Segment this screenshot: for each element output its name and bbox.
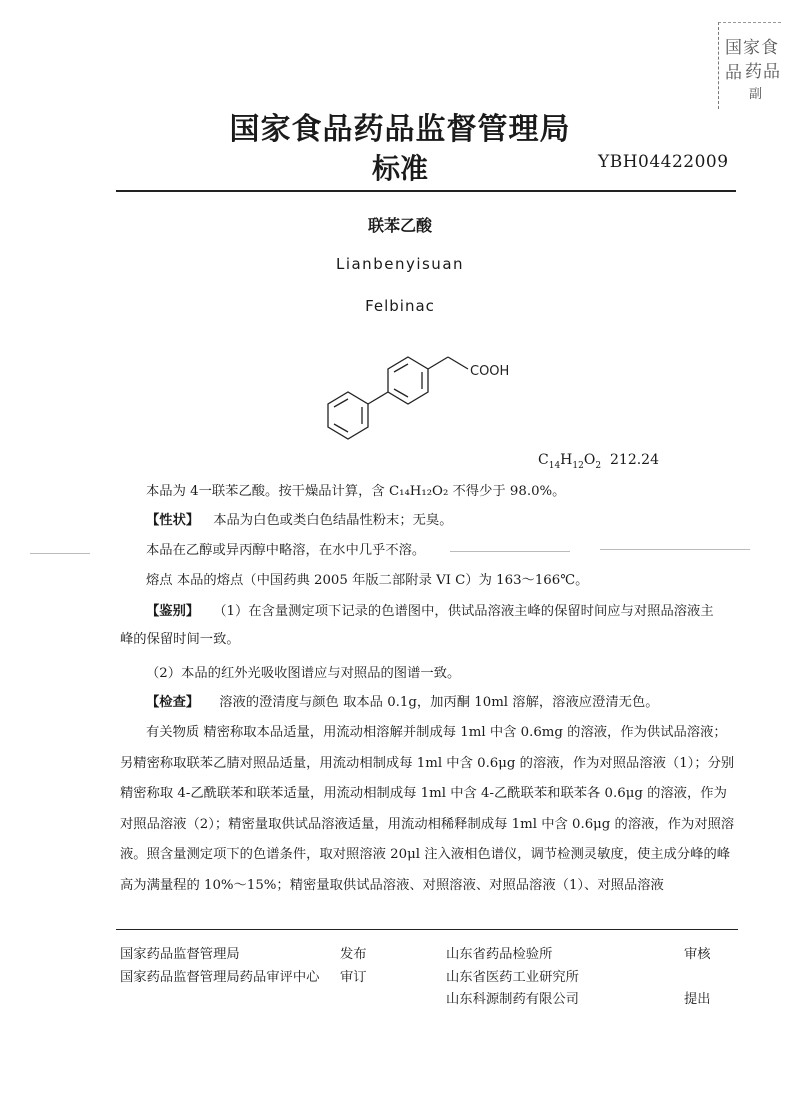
document-type: 标准: [371, 152, 428, 185]
footer-divider: [116, 929, 738, 930]
drug-english-name: Felbinac: [365, 297, 435, 315]
organization-1: 山东省药品检验所: [446, 947, 553, 962]
section-description: [120, 507, 738, 535]
scan-noise: [30, 553, 90, 554]
header-divider: [116, 190, 736, 192]
drug-chinese-name: 联苯乙酸: [367, 216, 432, 235]
section-tests: [120, 689, 738, 717]
stamp-line-3: 副: [749, 87, 764, 102]
stamp-line-1: 国家食品: [725, 38, 779, 83]
drug-pinyin-name: Lianbenyisuan: [335, 255, 465, 273]
scan-noise: [450, 551, 570, 552]
formula-h-count: 12: [572, 460, 584, 471]
section-label-description: 【性状】: [146, 513, 200, 528]
organization-3: 山东科源制药有限公司: [446, 992, 579, 1007]
formula-c: C: [538, 452, 549, 468]
section-label-tests: 【检查】: [146, 695, 200, 710]
organization-2: 山东省医药工业研究所: [446, 970, 579, 985]
stamp-line-2: 药品: [745, 62, 781, 82]
formula-h: H: [560, 452, 573, 468]
section-label-identification: 【鉴别】: [146, 604, 200, 619]
melting-point-text: 熔点 本品的熔点（中国药典 2005 年版二部附录 VI C）为 163～166℃。: [146, 573, 589, 588]
identification-1-continued: 峰的保留时间一致。: [120, 632, 240, 647]
approval-stamp: [718, 22, 781, 109]
biphenyl-bond: [368, 392, 388, 404]
chemical-structure: [310, 348, 530, 452]
issuer-1: 国家药品监督管理局: [120, 947, 240, 962]
methylene-bond: [428, 357, 448, 369]
clarity-color-text: 溶液的澄清度与颜色 取本品 0.1g，加丙酮 10ml 溶解，溶液应澄清无色。: [219, 695, 659, 710]
formula-c-count: 14: [548, 460, 561, 471]
action-issue: 发布: [340, 947, 367, 962]
role-submit: 提出: [684, 992, 711, 1007]
description-text: 本品为白色或类白色结晶性粉末；无臭。: [213, 513, 453, 528]
identification-1-text: （1）在含量测定项下记录的色谱图中，供试品溶液主峰的保留时间应与对照品溶液主: [213, 604, 714, 619]
standard-number: YBH04422009: [598, 152, 729, 172]
content-definition: 本品为 4一联苯乙酸。按干燥品计算，含 C₁₄H₁₂O₂ 不得少于 98.0%。: [146, 484, 566, 499]
issuer-2: 国家药品监督管理局药品审评中心: [120, 970, 320, 985]
role-audit: 审核: [684, 947, 711, 962]
carboxyl-group-label: COOH: [470, 364, 510, 379]
scan-noise: [600, 549, 750, 550]
related-substances-text: 有关物质 精密称取本品适量，用流动相溶解并制成每 1ml 中含 0.6mg 的溶液，作为供试品溶液；另精密称取联苯乙腈对照品适量，用流动相制成每 1ml 中含 0.6μg 的溶液，作为对照品溶液（1）；分别精密称取 4-乙酰联苯和联苯适量，用流动相制成每 1ml 中含 4-乙酰联苯和联苯各 0.6μg 的溶液，作为对照品溶液（2）；精密量取供试品溶液适量，用流动相稀释制成每 1ml 中含 0.6μg 的溶液，作为对照溶液。照含量测定项下的色谱条件，取对照溶液 20μl 注入液相色谱仪，调节检测灵敏度，使主成分峰的峰高为满量程的 10%～15%；精密量取供试品溶液、对照溶液、对照品溶液（1）、对照品溶液: [120, 725, 735, 893]
identification-2-text: （2）本品的红外光吸收图谱应与对照品的图谱一致。: [146, 666, 461, 681]
action-review: 审订: [340, 970, 367, 985]
solubility-text: 本品在乙醇或异丙醇中略溶，在水中几乎不溶。: [146, 543, 426, 558]
agency-title: 国家食品药品监督管理局: [229, 112, 571, 147]
molecular-formula: [538, 452, 601, 471]
formula-o-count: 2: [595, 460, 602, 471]
formula-o: O: [583, 452, 596, 468]
section-identification: [120, 598, 738, 654]
molecular-weight: 212.24: [610, 452, 659, 468]
